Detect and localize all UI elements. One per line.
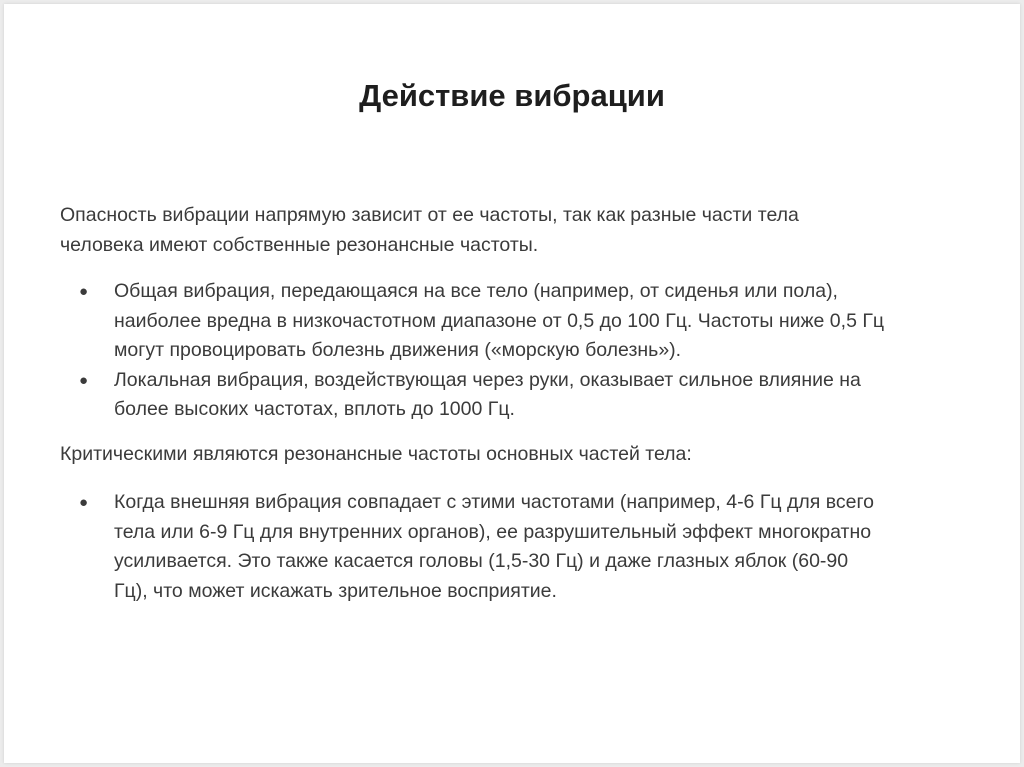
critical-paragraph: Критическими являются резонансные частоты основных частей тела: (60, 442, 692, 465)
bullet-icon: ● (79, 494, 89, 511)
list-item (60, 277, 960, 366)
item-line: наиболее вредна в низкочастотном диапазоне от 0,5 до 100 Гц. Частоты ниже 0,5 Гц (114, 309, 885, 332)
slide-body (60, 201, 960, 606)
item-line: тела или 6-9 Гц для внутренних органов), ее разрушительный эффект многократно (114, 520, 872, 543)
item-line: Локальная вибрация, воздействующая через руки, оказывает сильное влияние на (114, 368, 861, 391)
list-item (60, 488, 960, 606)
slide-title: Действие вибрации (359, 78, 665, 113)
intro-paragraph (60, 201, 960, 260)
intro-line: человека имеют собственные резонансные частоты. (60, 233, 539, 256)
item-line: более высоких частотах, вплоть до 1000 Гц. (114, 398, 515, 420)
item-line: Когда внешняя вибрация совпадает с этими частотами (например, 4-6 Гц для всего (114, 491, 874, 513)
vibration-types-list (60, 277, 960, 425)
item-line: Гц), что может искажать зрительное восприятие. (114, 579, 557, 602)
resonance-list (60, 488, 960, 606)
item-line: Общая вибрация, передающаяся на все тело (например, от сиденья или пола), (114, 280, 838, 302)
item-line: усиливается. Это также касается головы (1,5-30 Гц) и даже глазных яблок (60-90 (114, 550, 849, 572)
slide (4, 4, 1020, 763)
bullet-icon: ● (79, 371, 89, 389)
item-line: могут провоцировать болезнь движения («морскую болезнь»). (114, 339, 682, 361)
intro-line: Опасность вибрации напрямую зависит от ее частоты, так как разные части тела (60, 204, 799, 226)
list-item (60, 366, 960, 425)
bullet-icon: ● (79, 283, 89, 300)
